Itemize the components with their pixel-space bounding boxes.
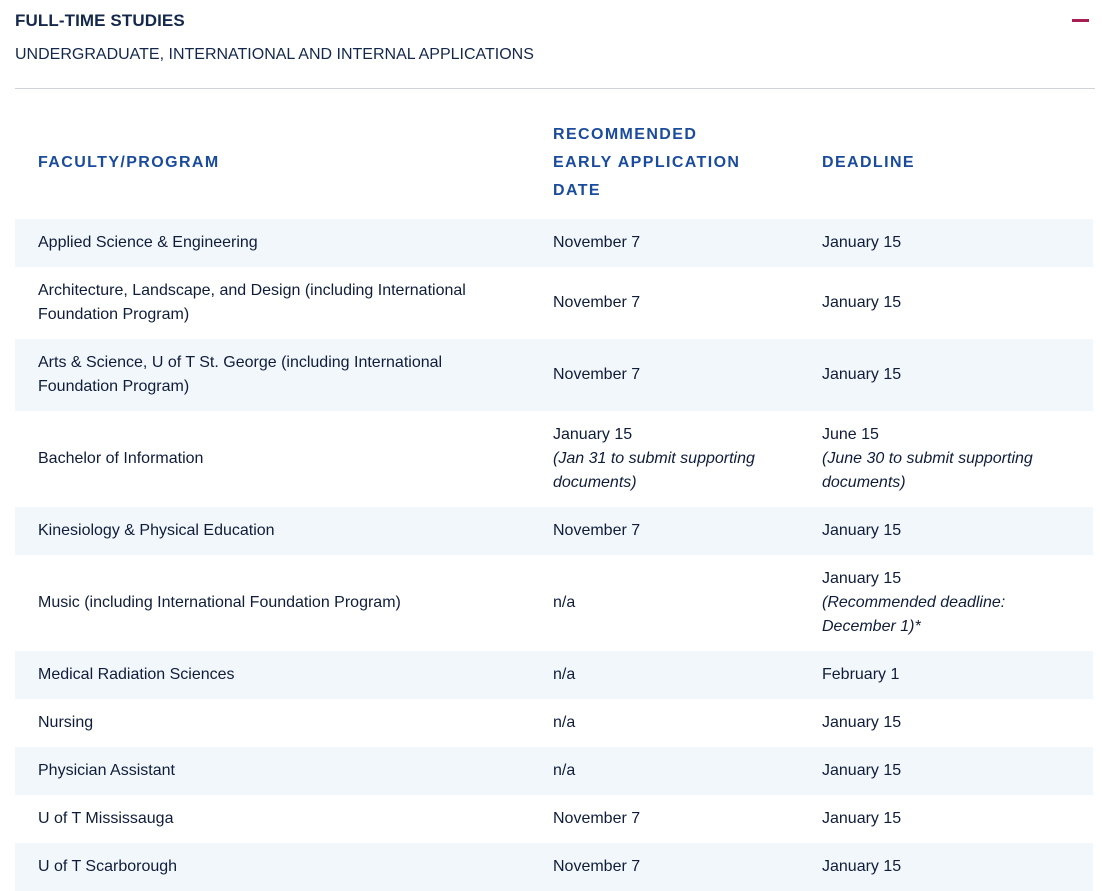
deadline-cell-text: January 15 <box>822 522 902 539</box>
program-cell <box>15 267 553 339</box>
deadline-cell <box>822 555 1093 651</box>
table-row <box>15 843 1093 891</box>
early-date-cell-text: January 15 <box>553 426 633 443</box>
table-row <box>15 555 1093 651</box>
deadline-cell-note: (June 30 to submit supporting documents) <box>822 450 1033 491</box>
deadline-cell-text: January 15 <box>822 810 902 827</box>
table-row <box>15 795 1093 843</box>
early-date-cell-text: n/a <box>553 666 576 683</box>
deadline-cell <box>822 507 1093 555</box>
section-subtitle: UNDERGRADUATE, INTERNATIONAL AND INTERNAL APPLICATIONS <box>15 46 534 63</box>
program-cell <box>15 219 553 267</box>
program-cell <box>15 747 553 795</box>
early-date-cell <box>553 339 822 411</box>
section-header <box>15 0 1095 89</box>
deadline-cell <box>822 411 1093 507</box>
deadline-cell <box>822 747 1093 795</box>
program-cell-text: U of T Scarborough <box>38 858 178 875</box>
program-cell-text: U of T Mississauga <box>38 810 174 827</box>
early-date-cell <box>553 411 822 507</box>
program-cell-text: Physician Assistant <box>38 762 175 779</box>
table-row <box>15 699 1093 747</box>
program-cell <box>15 507 553 555</box>
program-cell-text: Nursing <box>38 714 94 731</box>
program-cell-text: Medical Radiation Sciences <box>38 666 235 683</box>
table-row <box>15 651 1093 699</box>
deadline-cell-text: January 15 <box>822 858 902 875</box>
early-date-cell-text: n/a <box>553 714 576 731</box>
program-cell-text: Music (including International Foundation Program) <box>38 594 401 611</box>
early-date-cell-text: November 7 <box>553 522 641 539</box>
table-row <box>15 507 1093 555</box>
program-cell <box>15 411 553 507</box>
deadline-cell-text: January 15 <box>822 234 902 251</box>
deadline-cell <box>822 651 1093 699</box>
column-header-program: FACULTY/PROGRAM <box>38 154 220 171</box>
early-date-cell-text: November 7 <box>553 366 641 383</box>
program-cell-text: Applied Science & Engineering <box>38 234 258 251</box>
early-date-cell-note: (Jan 31 to submit supporting documents) <box>553 450 755 491</box>
program-cell <box>15 795 553 843</box>
deadlines-table <box>15 114 1093 891</box>
early-date-cell-text: n/a <box>553 762 576 779</box>
early-date-cell <box>553 795 822 843</box>
program-cell <box>15 843 553 891</box>
table-row <box>15 267 1093 339</box>
table-header-row <box>15 114 1093 219</box>
deadline-cell-text: January 15 <box>822 570 902 587</box>
deadline-cell-note: (Recommended deadline: December 1)* <box>822 594 1006 635</box>
early-date-cell-text: November 7 <box>553 858 641 875</box>
deadline-cell-text: January 15 <box>822 294 902 311</box>
deadline-cell <box>822 795 1093 843</box>
program-cell-text: Bachelor of Information <box>38 450 204 467</box>
minus-icon <box>1072 19 1089 22</box>
early-date-cell <box>553 507 822 555</box>
program-cell <box>15 651 553 699</box>
program-cell-text: Arts & Science, U of T St. George (including International Foundation Program) <box>38 354 443 395</box>
program-cell <box>15 555 553 651</box>
column-header-early-date: RECOMMENDED EARLY APPLICATION DATE <box>553 126 741 199</box>
table-row <box>15 411 1093 507</box>
column-header-deadline: DEADLINE <box>822 154 915 171</box>
early-date-cell <box>553 555 822 651</box>
collapse-button[interactable] <box>1071 12 1091 30</box>
deadline-cell <box>822 339 1093 411</box>
early-date-cell <box>553 651 822 699</box>
early-date-cell <box>553 699 822 747</box>
early-date-cell-text: n/a <box>553 594 576 611</box>
deadline-cell <box>822 699 1093 747</box>
deadline-cell-text: January 15 <box>822 366 902 383</box>
program-cell-text: Kinesiology & Physical Education <box>38 522 275 539</box>
early-date-cell-text: November 7 <box>553 810 641 827</box>
deadline-cell <box>822 267 1093 339</box>
program-cell-text: Architecture, Landscape, and Design (including International Foundation Program) <box>38 282 466 323</box>
early-date-cell <box>553 219 822 267</box>
table-row <box>15 747 1093 795</box>
deadline-cell-text: January 15 <box>822 762 902 779</box>
early-date-cell <box>553 843 822 891</box>
early-date-cell-text: November 7 <box>553 294 641 311</box>
early-date-cell <box>553 747 822 795</box>
deadline-cell-text: June 15 <box>822 426 879 443</box>
early-date-cell <box>553 267 822 339</box>
table-row <box>15 219 1093 267</box>
program-cell <box>15 699 553 747</box>
deadline-cell-text: January 15 <box>822 714 902 731</box>
table-row <box>15 339 1093 411</box>
deadline-cell <box>822 219 1093 267</box>
early-date-cell-text: November 7 <box>553 234 641 251</box>
program-cell <box>15 339 553 411</box>
deadline-cell <box>822 843 1093 891</box>
deadline-cell-text: February 1 <box>822 666 900 683</box>
section-title: FULL-TIME STUDIES <box>15 11 185 30</box>
